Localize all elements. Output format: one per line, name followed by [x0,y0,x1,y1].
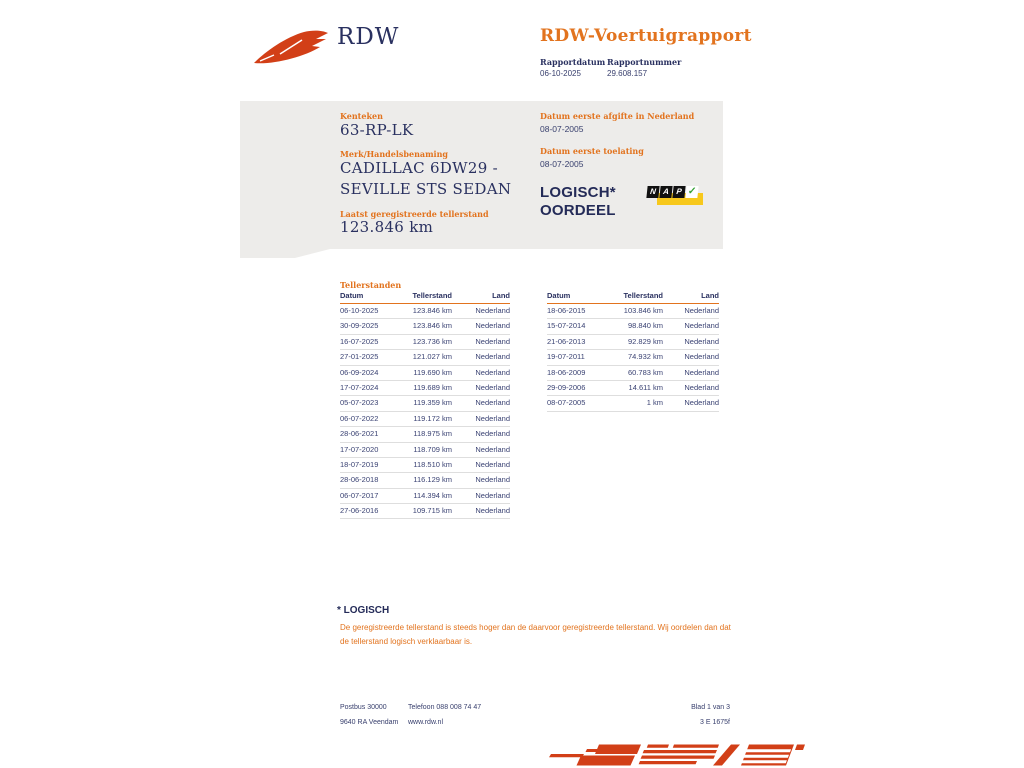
footer-address-line1: Postbus 30000 [340,704,387,711]
explanation-body: De geregistreerde tellerstand is steeds hoger dan de daarvoor geregistreerde tellerstand. Wij oordelen dan dat de tellerstand logisch verklaarbaar is. [340,623,731,646]
table-cell: Nederland [475,321,510,331]
table-cell: 05-07-2023 [340,398,379,408]
footer-form-code: 3 E 1675f [700,719,730,726]
footer-address [340,700,398,730]
first-issue-value: 08-07-2005 [540,124,584,134]
table-cell: 18-07-2019 [340,459,379,469]
footer-page-number: Blad 1 van 3 [691,704,730,711]
table-cell: Nederland [475,413,510,423]
make-value [340,158,511,200]
verdict-line2: OORDEEL [540,202,616,219]
table-row [340,443,510,458]
table-cell: Nederland [475,398,510,408]
table-cell: 60.783 km [627,367,663,377]
table-cell: 28-06-2018 [340,475,379,485]
odometer-table-right [547,291,719,412]
table-cell: 121.027 km [412,352,452,362]
col-header-datum: Datum [340,291,364,300]
table-cell: 17-07-2024 [340,382,379,392]
table-cell: 27-06-2016 [340,506,379,516]
rdw-logo-text: RDW [337,24,400,50]
explanation-title: * LOGISCH [337,605,390,616]
footer-address-line2: 9640 RA Veendam [340,719,399,726]
odometer-label: Laatst geregistreerde tellerstand [340,209,489,219]
table-row [547,366,719,381]
table-cell: Nederland [475,459,510,469]
odometer-section-title: Tellerstanden [340,280,402,290]
odometer-table-left [340,291,510,519]
nap-letter-a: A [659,186,672,198]
nap-logo [647,184,703,210]
col-header-land: Land [701,291,719,300]
table-row [340,335,510,350]
table-cell: 118.709 km [413,444,452,454]
table-cell: Nederland [475,490,510,500]
nap-check-icon: ✓ [687,186,697,197]
table-cell: 06-07-2017 [340,490,379,500]
footer-website: www.rdw.nl [408,719,444,726]
table-cell: Nederland [684,306,719,315]
table-cell: 123.846 km [412,321,452,331]
report-date-label: Rapportdatum [540,57,606,67]
table-row [547,304,719,319]
table-row [340,473,510,488]
odometer-value: 123.846 km [340,218,434,236]
table-cell: 119.172 km [413,413,452,423]
table-cell: 14.611 km [628,382,663,392]
table-cell: 119.689 km [413,382,452,392]
col-header-datum: Datum [547,291,571,300]
table-cell: 103.846 km [623,306,663,315]
table-row [547,396,719,411]
first-admission-label: Datum eerste toelating [540,146,644,156]
table-row [340,458,510,473]
license-label: Kenteken [340,111,383,121]
table-cell: Nederland [684,336,719,346]
table-row [340,396,510,411]
table-cell: 118.510 km [413,459,452,469]
table-cell: 1 km [646,398,663,408]
table-row [547,319,719,334]
table-cell: 17-07-2020 [340,444,379,454]
table-cell: 30-09-2025 [340,321,379,331]
table-row [340,350,510,365]
page-title: RDW-Voertuigrapport [540,26,752,46]
table-cell: 114.394 km [413,490,452,500]
table-cell: Nederland [475,367,510,377]
make-label: Merk/Handelsbenaming [340,149,449,159]
table-cell: Nederland [684,321,719,331]
make-line2: SEVILLE STS SEDAN [340,180,512,198]
footer-contact [408,700,481,730]
table-cell: 21-06-2013 [547,336,586,346]
table-row [340,319,510,334]
table-cell: 116.129 km [413,475,452,485]
nap-letter-p: P [672,186,685,198]
table-row [340,366,510,381]
table-cell: 18-06-2009 [547,367,586,377]
report-number-label: Rapportnummer [607,57,682,67]
table-cell: 123.846 km [412,306,452,315]
table-row [340,489,510,504]
table-cell: 15-07-2014 [547,321,586,331]
table-row [340,381,510,396]
table-cell: Nederland [475,444,510,454]
table-row [340,427,510,442]
nap-letter-n: N [646,186,659,198]
table-cell: Nederland [684,367,719,377]
table-row [340,504,510,519]
license-plate-value: 63-RP-LK [340,121,414,139]
table-cell: Nederland [475,475,510,485]
verdict-text [540,184,616,220]
table-cell: 118.975 km [413,429,452,439]
table-cell: 74.932 km [627,352,663,362]
report-number-value: 29.608.157 [607,69,648,78]
table-cell: Nederland [684,398,719,408]
table-cell: 98.840 km [627,321,663,331]
verdict-line1: LOGISCH* [540,184,616,201]
first-issue-label: Datum eerste afgifte in Nederland [540,111,695,121]
wing-pattern-decoration [535,740,810,768]
table-cell: 27-01-2025 [340,352,379,362]
table-cell: Nederland [475,506,510,516]
make-line1: CADILLAC 6DW29 - [340,159,498,177]
col-header-tellerstand: Tellerstand [412,291,452,300]
table-cell: Nederland [684,352,719,362]
table-cell: 92.829 km [627,336,663,346]
rdw-wing-logo-icon [252,27,332,67]
table-cell: 123.736 km [412,336,452,346]
table-cell: 06-07-2022 [340,413,379,423]
table-row [340,412,510,427]
table-row [547,381,719,396]
footer-phone: Telefoon 088 008 74 47 [408,704,482,711]
table-cell: Nederland [475,352,510,362]
table-cell: 18-06-2015 [547,306,586,315]
table-body [340,304,510,519]
table-cell: 06-09-2024 [340,367,379,377]
table-body [547,304,719,412]
table-cell: Nederland [475,306,510,315]
first-admission-value: 08-07-2005 [540,159,584,169]
table-cell: Nederland [475,382,510,392]
table-cell: Nederland [684,382,719,392]
table-cell: 109.715 km [412,506,452,516]
table-cell: 119.359 km [413,398,452,408]
table-cell: 29-09-2006 [547,382,586,392]
table-row [547,335,719,350]
table-row [340,304,510,319]
table-cell: 28-06-2021 [340,429,379,439]
report-date-value: 06-10-2025 [540,69,581,78]
table-cell: 119.690 km [413,367,452,377]
table-cell: 16-07-2025 [340,336,379,346]
table-cell: Nederland [475,429,510,439]
col-header-land: Land [492,291,510,300]
table-cell: Nederland [475,336,510,346]
footer-pageinfo [620,700,730,730]
col-header-tellerstand: Tellerstand [623,291,663,300]
table-cell: 19-07-2011 [547,352,585,362]
table-row [547,350,719,365]
table-cell: 08-07-2005 [547,398,586,408]
panel-notch-decoration [240,249,330,258]
table-header-row [547,291,719,304]
table-cell: 06-10-2025 [340,306,379,315]
table-header-row [340,291,510,304]
